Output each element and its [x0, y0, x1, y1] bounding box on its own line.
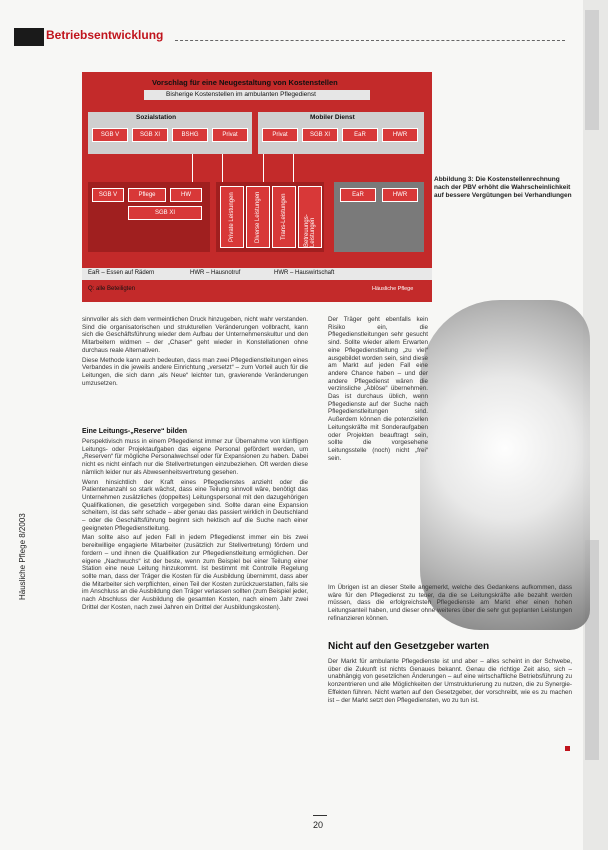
figure-brand: Häusliche Pflege — [372, 286, 414, 292]
page-number-rule — [313, 815, 327, 816]
right-column-top — [328, 316, 428, 464]
paragraph: sinnvoller als sich dem vermeintlichen Druck hinzugeben, nicht wahr verstanden. Sind die organisatorischen und strukturellen Veränderungen vollbracht, kann sich die Geschäftsführung wieder dem Aufbau der Unternehmenskultur und den Mitarbeitern widmen – der „Chaser“ geht wieder in Konstellationen ohne durchaus reale Alternativen. — [82, 316, 308, 354]
legend-item: HWR – Hausnotruf — [190, 270, 241, 276]
subheading: Eine Leitungs-„Reserve“ bilden — [82, 428, 188, 435]
vertical-issue-label: Häusliche Pflege 8/2003 — [18, 513, 27, 600]
photo-figure — [420, 300, 590, 630]
end-marker — [565, 746, 570, 751]
cost-box: HWR — [382, 128, 418, 142]
cost-box: EaR — [342, 128, 378, 142]
section-heading: Nicht auf den Gesetzgeber warten — [328, 641, 490, 652]
section-title: Betriebsentwicklung — [46, 28, 164, 42]
cost-box: SGB V — [92, 128, 128, 142]
diagram-figure — [82, 72, 432, 302]
figure-footnote: Q: alle Beteiligten — [88, 286, 136, 292]
figure-subtitle-bar — [144, 90, 370, 100]
cost-box: Pflege — [128, 188, 166, 202]
left-column-top — [82, 316, 308, 389]
new-group-left — [88, 182, 210, 252]
paragraph: Im Übrigen ist an dieser Stelle angemerkt, welche des Gedankens aufkommen, dass wäre für den Pflegedienst zu teuer, da die se Leitungskräfte alle bezahlt werden müssen, dass die erfolgreichsten Pflegedienste am Markt eher einen hohen Leitungsanteil haben, und dieser ohne weiteres über die sehr gut geplanten Leistungen refinanzieren können. — [328, 584, 572, 622]
cost-box: BSHG — [172, 128, 208, 142]
paragraph: Der Markt für ambulante Pflegedienste ist und aber – alles scheint in der Schwebe, über die Zukunft ist nichts Genaues bekannt. Genau die richtige Zeit also, sich – unabhängig von gesetzlichen Änderungen – auf eine wirtschaftliche Betriebsführung zu konzentrieren und alle Möglichkeiten der Umstrukturierung zu nutzen, die zu Synergie-Effekten führen. Nicht warten auf den Gesetzgeber, der vorschreibt, wie es zu machen ist – der Markt setzt den Pflegediensten, wo zu tun ist. — [328, 658, 572, 704]
figure-title: Vorschlag für eine Neugestaltung von Kostenstellen — [152, 78, 338, 87]
cost-box: SGB V — [92, 188, 124, 202]
new-group-right — [334, 182, 424, 252]
left-column-bottom — [82, 438, 308, 613]
cost-box: Privat — [212, 128, 248, 142]
header-divider — [175, 40, 565, 41]
cost-box: HWR — [382, 188, 418, 202]
cost-box: Betreuungs-Leistungen — [298, 186, 322, 248]
paragraph: Perspektivisch muss in einem Pflegedienst immer zur Übernahme von künftigen Leitungs- oder Projektaufgaben das eigene Personal gefördert werden, um „Reserven“ für mögliche Personalwechsel oder für Expansionen zu haben. Dabei nicht es nicht einfach nur die Stellvertretungen einzubeziehen. Oft werden diese nämlich leider nur als Abwesenheitsvertretung gesehen. — [82, 438, 308, 476]
paragraph: Man sollte also auf jeden Fall in jedem Pflegedienst immer ein bis zwei bereitwillige engagierte Mitarbeiter (zusätzlich zur Stellvertretung) fördern und fordern – und ihnen die Qualifikation zur Pflegedienstleitung ermöglichen. Der eigene „Nachwuchs“ ist der beste, wenn zum Beispiel bei einer Teilung einer Station eine neue Leitung hinzukommt. Ist bestimmt mit Controlle Regelung sollte man, dass der Träger die Kosten für die Ausbildung übernimmt, dass aber die Mitarbeiter sich verpflichten, einen Teil der Kosten zurückzuerstatten, falls sie im Anschluss an die Ausbildung den Träger verlassen sollten (zum Beispiel jeder, nach Abschluss der Ausbildung die gesamten Kosten, nach einem Jahr zwei Drittel der Kosten, nach zwei Jahren ein Drittel der Ausbildungskosten). — [82, 534, 308, 611]
group-label: Mobiler Dienst — [310, 114, 355, 121]
right-column-mid — [328, 584, 572, 625]
cost-box: Trans-Leistungen — [272, 186, 296, 248]
cost-box: Diverse Leistungen — [246, 186, 270, 248]
group-label: Sozialstation — [136, 114, 177, 121]
connector-lines — [222, 154, 264, 184]
cost-box: HW — [170, 188, 202, 202]
paragraph: Wenn hinsichtlich der Kraft eines Pflegedienstes anzieht oder die Patientenanzahl so stark wächst, dass eine Teilung sinnvoll wäre, benötigt das Unternehmen zusätzliches (doppeltes) Leitungspersonal mit den dazugehörigen Qualifikationen, die gesetzlich vorgegeben sind. Sollte daran eine Expansion scheitern, ist das sehr schade – aber genau das passiert wirklich in Deutschland – oder die Geschäftsführung beginnt sich hektisch auf die Suche nach einer geeigneten Pflegedienstleitung. — [82, 478, 308, 532]
right-column-bottom — [328, 658, 572, 706]
cost-box: SGB XI — [128, 206, 202, 220]
cost-box: EaR — [340, 188, 376, 202]
cost-box: SGB XI — [132, 128, 168, 142]
cost-box: Privat — [262, 128, 298, 142]
figure-caption: Abbildung 3: Die Kostenstellenrechnung nach der PBV erhöht die Wahrscheinlichkeit auf bessere Vergütungen bei Verhandlungen — [434, 176, 572, 199]
cost-box: SGB XI — [302, 128, 338, 142]
legend-strip — [82, 268, 432, 280]
paragraph: Diese Methode kann auch bedeuten, dass man zwei Pflegedienstleitungen eines Verbandes in die jeweils andere Einrichtung „versetzt“ – zum Vorteil auch für die Leitungen, die sich dann „als Neue“ leichter tun, gravierende Veränderungen umzusetzen. — [82, 356, 308, 387]
paragraph: Der Träger geht ebenfalls kein Risiko ein, die Pflegedienstleitungen sehr gesucht sind. Sollte wieder allem Erwarten eine Pflegedienstleitung „zu viel“ ausgebildet worden sein, sind diese am Markt auf jeden Fall eine andere Chance haben – und der andere Pflegedienst wären die verzinsliche „Ablöse“ übernehmen. Das ist durchaus üblich, wenn Pflegedienste auf der Suche nach Pflegedienstleitungen sind. Außerdem können die potenziellen Leitungskräfte mit Sonderaufgaben oder Projekten beauftragt sein, sollte die vorgesehene Leitungsstelle (noch) nicht „frei“ sein. — [328, 316, 428, 462]
cost-box: Private Leistungen — [220, 186, 244, 248]
page-number: 20 — [313, 820, 324, 830]
header-bar — [14, 28, 44, 46]
side-tab — [585, 10, 599, 130]
new-group-middle — [216, 182, 324, 252]
group-mobiler-dienst — [258, 112, 424, 154]
figure-subtitle: Bisherige Kostenstellen im ambulanten Pflegedienst — [166, 91, 316, 98]
group-sozialstation — [88, 112, 252, 154]
legend-item: EaR – Essen auf Rädern — [88, 270, 155, 276]
legend-item: HWR – Hauswirtschaft — [274, 270, 335, 276]
